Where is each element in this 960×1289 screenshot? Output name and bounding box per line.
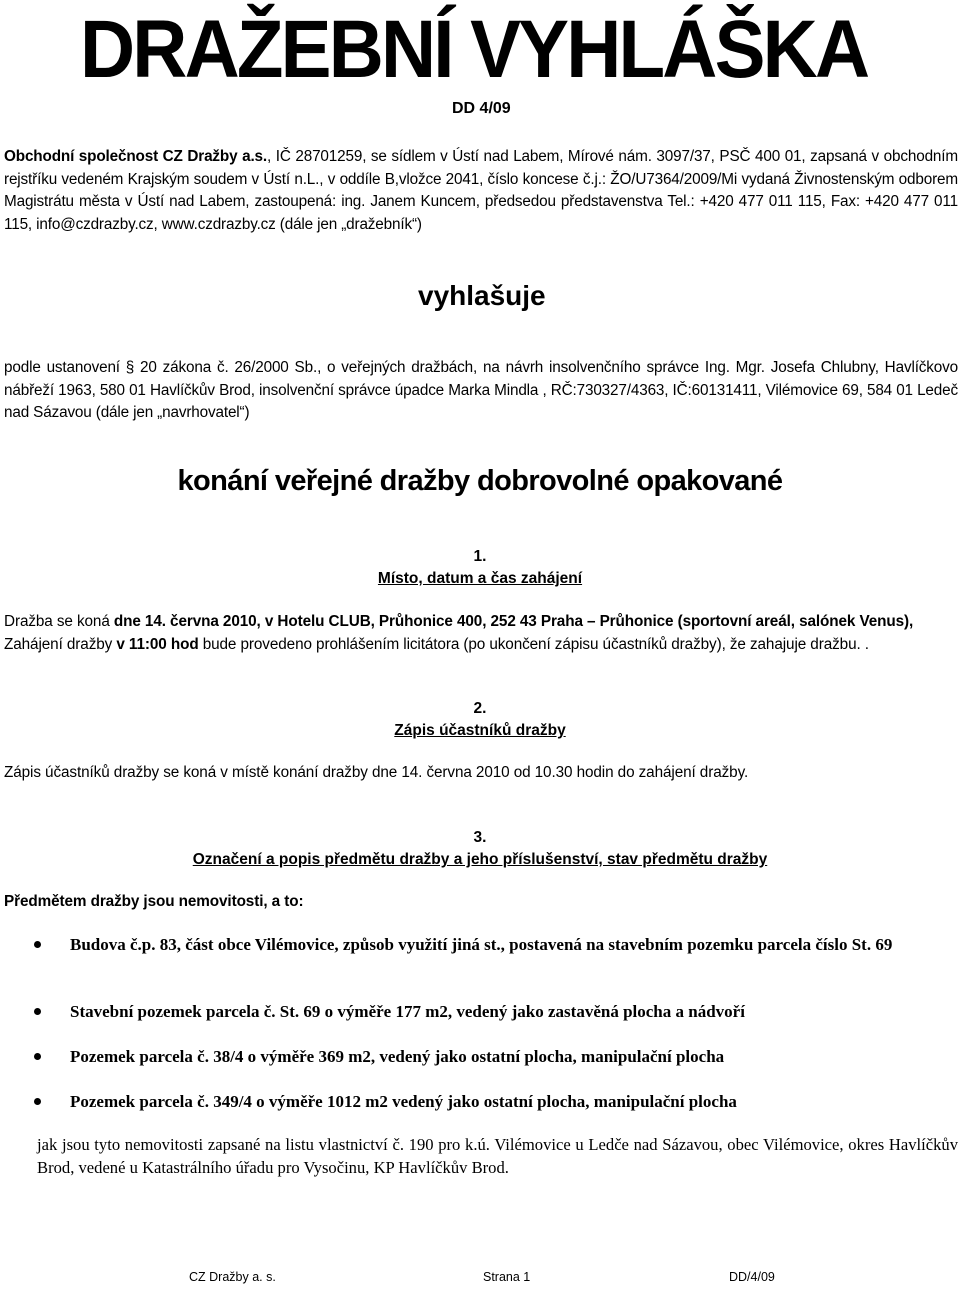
section-1-line-2-normal-a: Zahájení dražby — [4, 636, 117, 653]
section-1-title: Místo, datum a čas zahájení — [377, 570, 583, 587]
intro-text: , IČ 28701259, se sídlem v Ústí nad Labem, Mírové nám. 3097/37, PSČ 400 01, zapsaná v obchodním rejstříku vedeném Krajským soudem v Ústí n.L., v oddíle B,vložce 2041, číslo koncese č.j.: ŽO/U7364/2009/Mi vydaná Živnostenským odborem Magistrátu města v Ústí nad Labem, zastoupená: ing. Janem Kuncem, předsedou představenstva Tel.: +420 477 011 115, Fax: +420 477 011 115, info@czdrazby.cz, www.czdrazby.cz (dále jen „dražebník“) — [4, 148, 958, 233]
section-2-text: Zápis účastníků dražby se koná v místě konání dražby dne 14. června 2010 od 10.30 hodin do zahájení dražby. — [4, 764, 749, 781]
auction-heading: konání veřejné dražby dobrovolné opakované — [177, 465, 783, 497]
section-2-title: Zápis účastníků dražby — [394, 722, 566, 739]
list-item — [30, 1000, 960, 1024]
section-1-number: 1. — [473, 548, 487, 565]
footer-page-number: Strana 1 — [483, 1270, 531, 1284]
footer-doc-number: DD/4/09 — [729, 1270, 775, 1284]
bullet-icon — [34, 1008, 41, 1015]
section-1-line-1 — [4, 613, 913, 631]
list-item — [30, 933, 960, 981]
list-item-text: Pozemek parcela č. 349/4 o výměře 1012 m2 vedený jako ostatní plocha, manipulační plocha — [70, 1092, 737, 1111]
intro-paragraph — [4, 146, 958, 236]
section-3-number: 3. — [473, 829, 487, 846]
list-item-text: Stavební pozemek parcela č. St. 69 o výměře 177 m2, vedený jako zastavěná plocha a nádvoří — [70, 1002, 745, 1021]
bullet-icon — [34, 1098, 41, 1105]
section-1-line-1-bold: dne 14. června 2010, v Hotelu CLUB, Průhonice 400, 252 43 Praha – Průhonice (sportovní areál, salónek Venus), — [113, 613, 914, 630]
bullet-icon — [34, 1053, 41, 1060]
section-3-title: Označení a popis předmětu dražby a jeho příslušenství, stav předmětu dražby — [192, 851, 768, 868]
list-item — [30, 1045, 960, 1069]
bullet-icon — [34, 941, 41, 948]
list-item — [30, 1090, 960, 1114]
section-1-line-1-normal: Dražba se koná — [4, 613, 114, 630]
section-1-line-2-bold: v 11:00 hod — [116, 636, 199, 653]
section-1-line-2-normal-b: bude provedeno prohlášením licitátora (po ukončení zápisu účastníků dražby), že zahajuje dražbu. . — [198, 636, 869, 653]
legal-basis-paragraph: podle ustanovení § 20 zákona č. 26/2000 Sb., o veřejných dražbách, na návrh insolvenčního správce Ing. Mgr. Josefa Chlubny, Havlíčkovo nábřeží 1963, 580 01 Havlíčkův Brod, insolvenční správce úpadce Marka Mindla , RČ:730327/4363, IČ:60131411, Vilémovice 69, 584 01 Ledeč nad Sázavou (dále jen „navrhovatel“) — [4, 359, 958, 422]
document-title: DRAŽEBNÍ VYHLÁŠKA — [80, 4, 868, 95]
section-3-subject-label: Předmětem dražby jsou nemovitosti, a to: — [4, 893, 304, 910]
intro-company: Obchodní společnost CZ Dražby a.s. — [4, 148, 268, 165]
property-registry-paragraph: jak jsou tyto nemovitosti zapsané na listu vlastnictví č. 190 pro k.ú. Vilémovice u Ledče nad Sázavou, obec Vilémovice, okres Havlíčkův Brod, vedené u Katastrálního úřadu pro Vysočinu, KP Havlíčkův Brod. — [37, 1135, 958, 1177]
footer-company: CZ Dražby a. s. — [189, 1270, 276, 1284]
section-2-number: 2. — [473, 700, 487, 717]
proclaims-heading: vyhlašuje — [418, 280, 546, 311]
section-1-line-2 — [4, 636, 869, 654]
list-item-text: Budova č.p. 83, část obce Vilémovice, způsob využití jiná st., postavená na stavebním pozemku parcela číslo St. 69 — [70, 935, 893, 954]
document-number: DD 4/09 — [452, 100, 511, 117]
list-item-text: Pozemek parcela č. 38/4 o výměře 369 m2, vedený jako ostatní plocha, manipulační plocha — [70, 1047, 725, 1066]
